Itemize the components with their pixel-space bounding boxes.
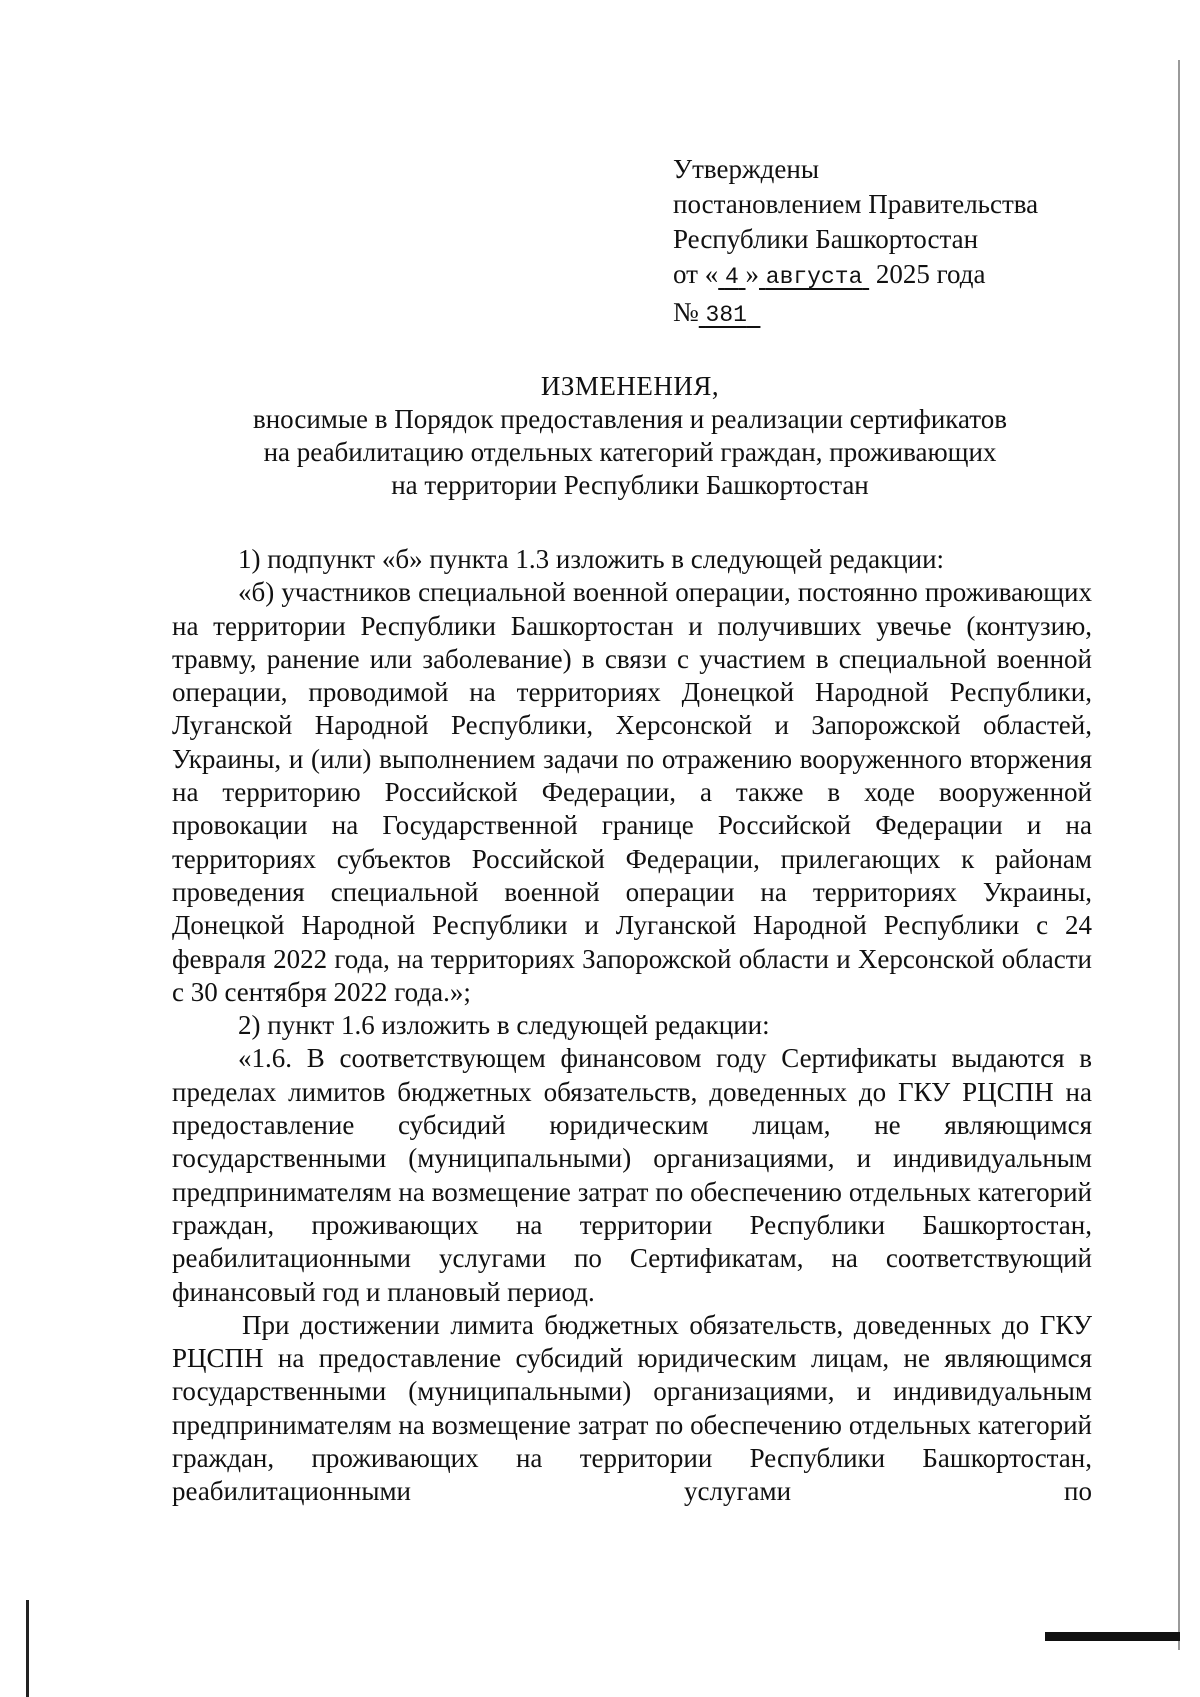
date-prefix: от «: [673, 259, 719, 289]
paragraph-item-1-6: «1.6. В соответствующем финансовом году Сертификаты выдаются в пределах лимитов бюджетных обязательств, доведенных до ГКУ РЦСПН на предоставление субсидий юридическим лицам, не являющимся государственными (муниципальными) организациями, и индивидуальным предпринимателям на возмещение затрат по обеспечению отдельных категорий граждан, проживающих на территории Республики Башкортостан, реабилитационными услугами по Сертификатам, на соответствующий финансовый год и плановый период.: [172, 1043, 1092, 1307]
title-subtitle-line-3: на территории Республики Башкортостан: [391, 470, 869, 500]
approval-year: 2025 года: [875, 259, 986, 289]
document-title: [170, 370, 1090, 502]
approval-month: августа: [765, 264, 863, 290]
approval-line-republic: Республики Башкортостан: [673, 224, 979, 254]
approval-date-line: [673, 257, 1113, 295]
document-body: [172, 543, 1092, 1509]
approval-day: 4: [724, 264, 739, 290]
approval-line-approved: Утверждены: [673, 154, 819, 184]
approval-number-line: [673, 295, 1113, 333]
paragraph-item-2: 2) пункт 1.6 изложить в следующей редакции:: [238, 1010, 770, 1041]
title-heading: ИЗМЕНЕНИЯ,: [540, 371, 720, 401]
title-subtitle-line-2: на реабилитацию отдельных категорий граждан, проживающих: [263, 437, 997, 467]
title-subtitle-line-1: вносимые в Порядок предоставления и реализации сертификатов: [252, 404, 1007, 434]
approval-number: 381: [705, 302, 747, 328]
paragraph-item-1: 1) подпункт «б» пункта 1.3 изложить в следующей редакции:: [238, 544, 945, 574]
scan-edge-line: [1178, 60, 1180, 1650]
approval-line-resolution: постановлением Правительства: [673, 189, 1039, 219]
approval-block: [673, 152, 1113, 333]
scan-bottom-bar: [1045, 1632, 1180, 1641]
scan-edge-mark: [26, 1600, 29, 1697]
paragraph-subitem-b: «б) участников специальной военной операции, постоянно проживающих на территории Республики Башкортостан и получивших увечье (контузию, травму, ранение или заболевание) в связи с участием в специальной военной операции, проводимой на территориях Донецкой Народной Республики, Луганской Народной Республики, Херсонской и Запорожской областей, Украины, и (или) выполнением задачи по отражению вооруженного вторжения на территорию Российской Федерации, а также в ходе вооруженной провокации на Государственной границе Российской Федерации и на территориях субъектов Российской Федерации, прилегающих к районам проведения специальной военной операции на территориях Украины, Донецкой Народной Республики и Луганской Народной Республики с 24 февраля 2022 года, на территориях Запорожской области и Херсонской области с 30 сентября 2022 года.»;: [172, 577, 1092, 1007]
number-sign: №: [673, 297, 699, 327]
date-mid: »: [745, 259, 760, 289]
paragraph-limit: При достижении лимита бюджетных обязательств, доведенных до ГКУ РЦСПН на предоставление субсидий юридическим лицам, не являющимся государственными (муниципальными) организациями, и индивидуальным предпринимателям на возмещение затрат по обеспечению отдельных категорий граждан, проживающих на территории Республики Башкортостан, реабилитационными услугами по: [172, 1309, 1092, 1507]
